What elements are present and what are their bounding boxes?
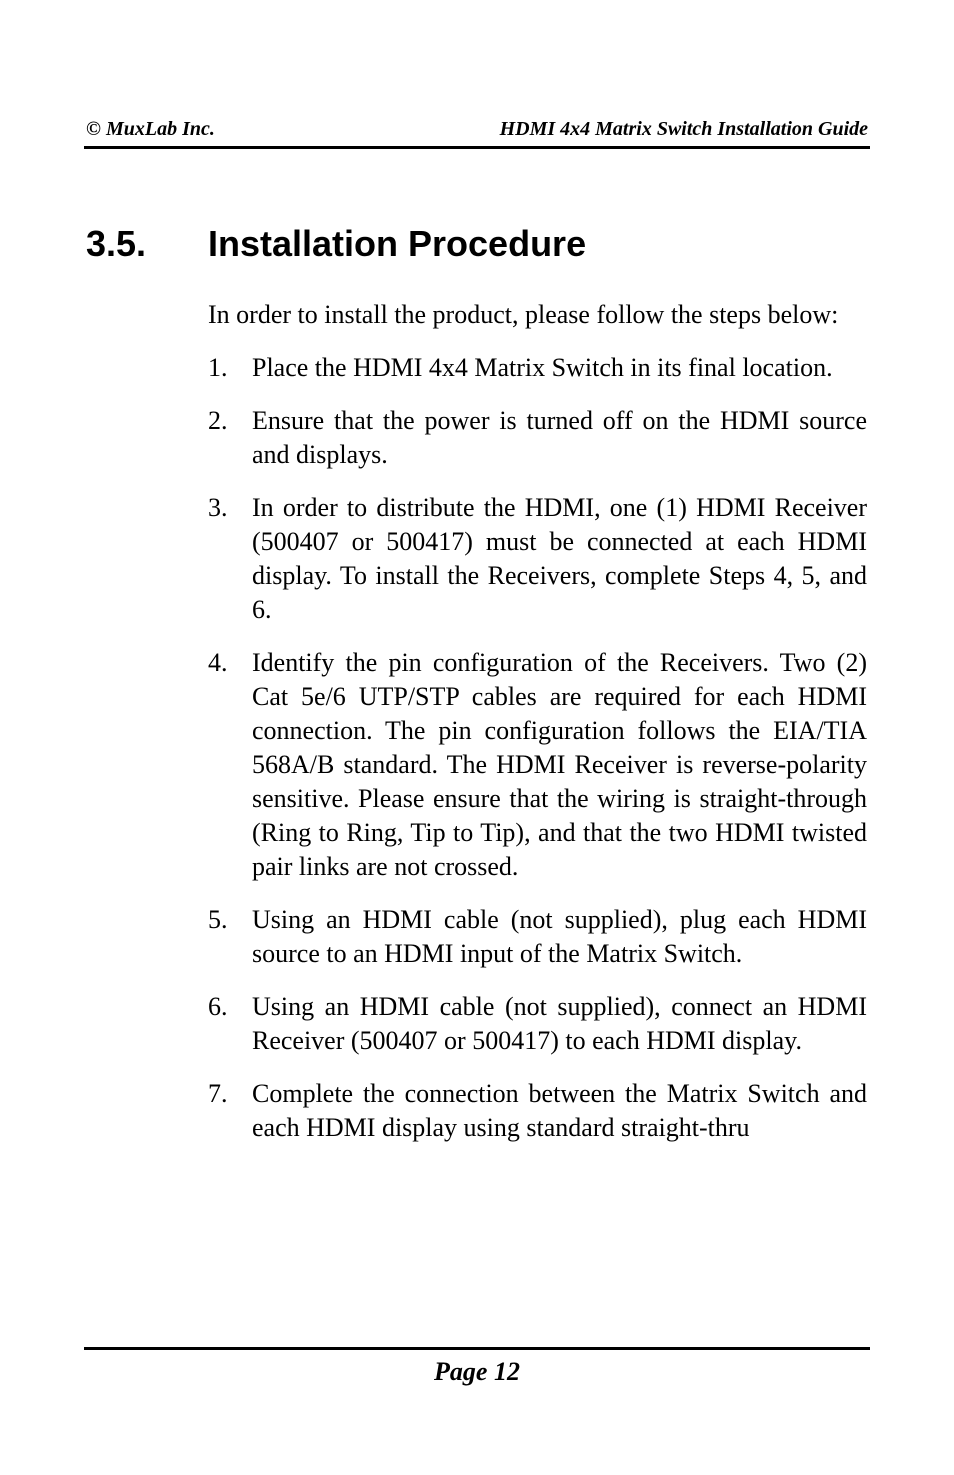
- step-number: 5.: [208, 905, 228, 934]
- step-number: 6.: [208, 992, 228, 1021]
- header-divider: [84, 146, 870, 149]
- step-text: Using an HDMI cable (not supplied), plug each HDMI source to an HDMI input of the Matrix Switch.: [252, 905, 867, 968]
- list-item: [208, 646, 867, 884]
- step-text: Complete the connection between the Matrix Switch and each HDMI display using standard straight-thru: [252, 1079, 867, 1142]
- list-item: [208, 404, 867, 472]
- installation-steps-list: [208, 351, 867, 1145]
- step-number: 4.: [208, 648, 228, 677]
- page-number: Page 12: [434, 1357, 520, 1386]
- list-item: [208, 491, 867, 627]
- footer-divider: [84, 1347, 870, 1350]
- step-number: 2.: [208, 406, 228, 435]
- page-content: [208, 298, 867, 1164]
- list-item: [208, 1077, 867, 1145]
- step-text: Using an HDMI cable (not supplied), connect an HDMI Receiver (500407 or 500417) to each HDMI display.: [252, 992, 867, 1055]
- step-text: Identify the pin configuration of the Receivers. Two (2) Cat 5e/6 UTP/STP cables are required for each HDMI connection. The pin configuration follows the EIA/TIA 568A/B standard. The HDMI Receiver is reverse-polarity sensitive. Please ensure that the wiring is straight-through (Ring to Ring, Tip to Tip), and that the two HDMI twisted pair links are not crossed.: [252, 648, 867, 881]
- header-document-title: HDMI 4x4 Matrix Switch Installation Guide: [499, 118, 868, 140]
- list-item: [208, 351, 867, 385]
- section-heading: [86, 222, 586, 266]
- step-text: In order to distribute the HDMI, one (1) HDMI Receiver (500407 or 500417) must be connected at each HDMI display. To install the Receivers, complete Steps 4, 5, and 6.: [252, 493, 867, 624]
- list-item: [208, 903, 867, 971]
- page-header: [84, 118, 870, 144]
- step-number: 7.: [208, 1079, 228, 1108]
- step-number: 1.: [208, 353, 228, 382]
- step-text: Place the HDMI 4x4 Matrix Switch in its final location.: [252, 353, 833, 382]
- list-item: [208, 990, 867, 1058]
- section-number: 3.5.: [86, 223, 147, 264]
- section-title: Installation Procedure: [208, 223, 587, 264]
- step-number: 3.: [208, 493, 228, 522]
- step-text: Ensure that the power is turned off on the HDMI source and displays.: [252, 406, 867, 469]
- intro-paragraph: In order to install the product, please follow the steps below:: [208, 300, 839, 329]
- header-company: © MuxLab Inc.: [86, 118, 215, 140]
